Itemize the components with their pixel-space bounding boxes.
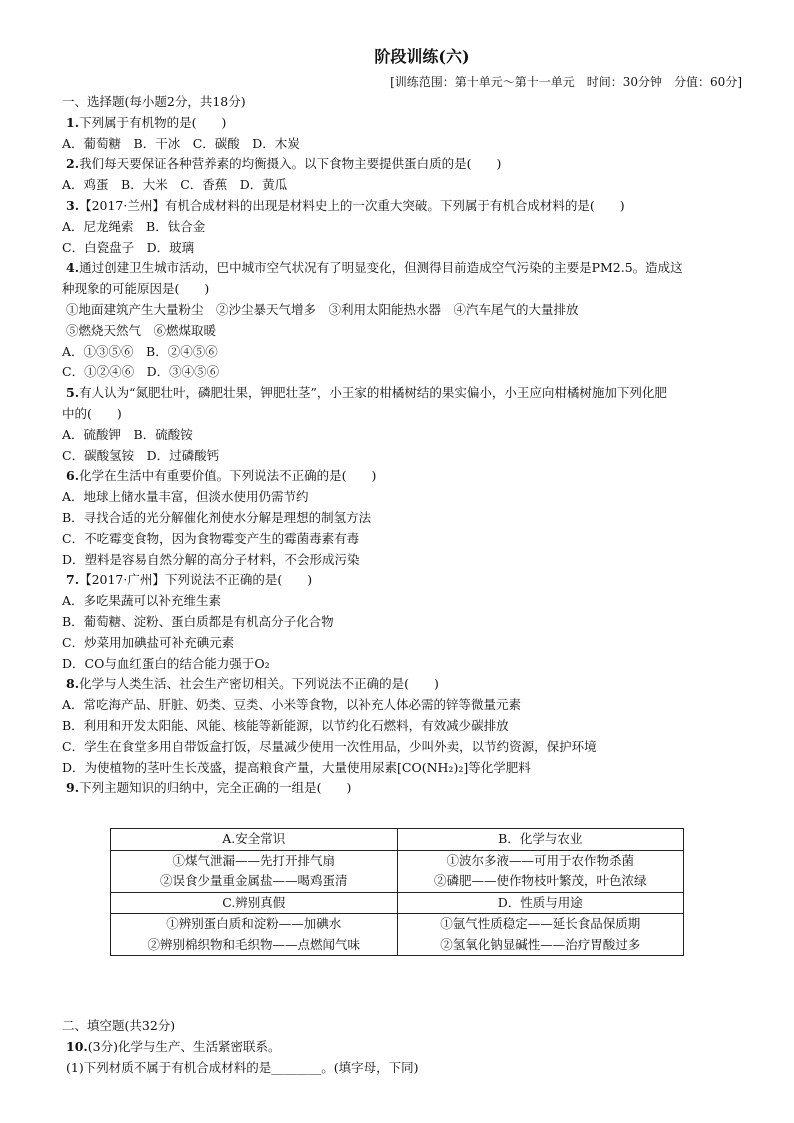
question-line: C．白瓷盘子 D．玻璃 [62,239,195,255]
question-number: 4. [66,260,80,276]
question-stem [62,196,742,217]
question-stem [62,113,742,134]
question-line: C．①②④⑥ D．③④⑤⑥ [62,364,220,380]
question-line: A．葡萄糖 B．干冰 C．碳酸 D．木炭 [62,135,300,151]
question-line: C．炒菜用加碘盐可补充碘元素 [62,634,235,650]
question-text: 化学在生活中有重要价值。下列说法不正确的是( ) [79,468,377,484]
question-line: C．不吃霉变食物，因为食物霉变产生的霉菌毒素有毒 [62,530,360,546]
question-text: 化学与人类生活、社会生产密切相关。下列说法不正确的是( ) [79,676,439,692]
question-10 [62,1037,742,1058]
worksheet-page [62,46,742,799]
table-line: ②氢氧化钠显碱性——治疗胃酸过多 [440,936,641,952]
question-line: 中的( ) [62,405,122,421]
question-line: C．碳酸氢铵 D．过磷酸钙 [62,447,220,463]
question-text: 下列主题知识的归纳中，完全正确的一组是( ) [79,780,352,796]
question-line: A．常吃海产品、肝脏、奶类、豆类、小米等食物，以补充人体必需的锌等微量元素 [62,697,522,713]
question-line: ⑤燃烧天然气 ⑥燃煤取暖 [66,322,217,338]
question-line: D．为使植物的茎叶生长茂盛，提高粮食产量，大量使用尿素[CO(NH₂)₂]等化学肥料 [62,759,531,775]
table-line: ②误食少量重金属盐——喝鸡蛋清 [159,873,348,888]
page-title: 阶段训练(六) [374,47,470,66]
table-cell-c-head: C.辨别真假 [111,892,398,914]
knowledge-table [110,828,684,956]
question-number: 7. [66,572,80,588]
table-line: ①波尔多液——可用于农作物杀菌 [446,852,634,868]
table-line: ②辨别棉织物和毛织物——点燃闻气味 [147,936,360,952]
table-cell-b-body [397,850,684,892]
question-number: 10. [66,1038,88,1054]
question-line: ①地面建筑产生大量粉尘 ②沙尘暴天气增多 ③利用太阳能热水器 ④汽车尾气的大量排放 [66,301,579,317]
question-list [62,113,742,799]
question-text: 【2017·兰州】有机合成材料的出现是材料史上的一次重大突破。下列属于有机合成材料的是( ) [79,197,625,213]
table-line: ①氩气性质稳定——延长食品保质期 [440,916,641,931]
question-line: B．寻找合适的光分解催化剂使水分解是理想的制氢方法 [62,509,372,525]
question-stem [62,674,742,695]
page-subtitle: [训练范围：第十单元～第十一单元 时间：30分钟 分值：60分] [390,75,742,89]
question-text: (3分)化学与生产、生活紧密联系。 [87,1038,281,1054]
question-number: 6. [66,468,80,484]
question-10-sub: (1)下列材质不属于有机合成材料的是________。(填字母，下同) [66,1059,419,1075]
question-line: B．利用和开发太阳能、风能、核能等新能源，以节约化石燃料，有效减少碳排放 [62,717,509,733]
question-line: A．①③⑤⑥ B．②④⑤⑥ [62,343,218,359]
question-text: 有人认为“氮肥壮叶，磷肥壮果，钾肥壮茎”，小王家的柑橘树结的果实偏小，小王应向柑橘树施加下列化肥 [79,385,667,401]
table-cell-c-body [111,914,398,956]
table-cell-a-head: A.安全常识 [111,829,398,851]
section-heading-choice: 一、选择题(每小题2分，共18分) [62,94,246,109]
question-line: A．地球上储水量丰富，但淡水使用仍需节约 [62,489,309,505]
fill-in-section [62,1016,742,1078]
question-text: 通过创建卫生城市活动，巴中城市空气状况有了明显变化，但测得目前造成空气污染的主要是PM2.5。造成这 [79,260,683,276]
question-line: A．多吃果蔬可以补充维生素 [62,593,222,609]
question-line: C．学生在食堂多用自带饭盒打饭，尽量减少使用一次性用品，少叫外卖，以节约资源，保护环境 [62,738,597,754]
question-stem [62,466,742,487]
question-text: 下列属于有机物的是( ) [79,114,227,130]
table-line: ①煤气泄漏——先打开排气扇 [172,852,335,868]
question-line: 种现象的可能原因是( ) [62,281,210,297]
question-line: A．尼龙绳索 B．钛合金 [62,218,206,234]
question-stem [62,570,742,591]
table-line: ①辨别蛋白质和淀粉——加碘水 [166,916,342,931]
question-number: 1. [66,114,80,130]
question-number: 5. [66,385,80,401]
table-cell-b-head: B．化学与农业 [397,829,684,851]
question-number: 2. [66,156,80,172]
question-text: 【2017·广州】下列说法不正确的是( ) [79,572,313,588]
question-line: A．鸡蛋 B．大米 C．香蕉 D．黄瓜 [62,177,288,193]
question-stem [62,258,742,279]
question-line: D．CO与血红蛋白的结合能力强于O₂ [62,655,270,671]
question-text: 我们每天要保证各种营养素的均衡摄入。以下食物主要提供蛋白质的是( ) [79,156,502,172]
question-line: B．葡萄糖、淀粉、蛋白质都是有机高分子化合物 [62,613,334,629]
question-number: 3. [66,197,80,213]
question-stem [62,778,742,799]
question-number: 8. [66,676,80,692]
table-cell-a-body [111,850,398,892]
question-stem [62,383,742,404]
question-line: D．塑料是容易自然分解的高分子材料，不会形成污染 [62,551,360,567]
question-stem [62,154,742,175]
table-cell-d-head: D．性质与用途 [397,892,684,914]
section-heading-fill: 二、填空题(共32分) [62,1018,176,1033]
table-line: ②磷肥——使作物枝叶繁茂，叶色浓绿 [433,873,647,888]
table-cell-d-body [397,914,684,956]
question-line: A．硫酸钾 B．硫酸铵 [62,426,193,442]
question-number: 9. [66,780,80,796]
